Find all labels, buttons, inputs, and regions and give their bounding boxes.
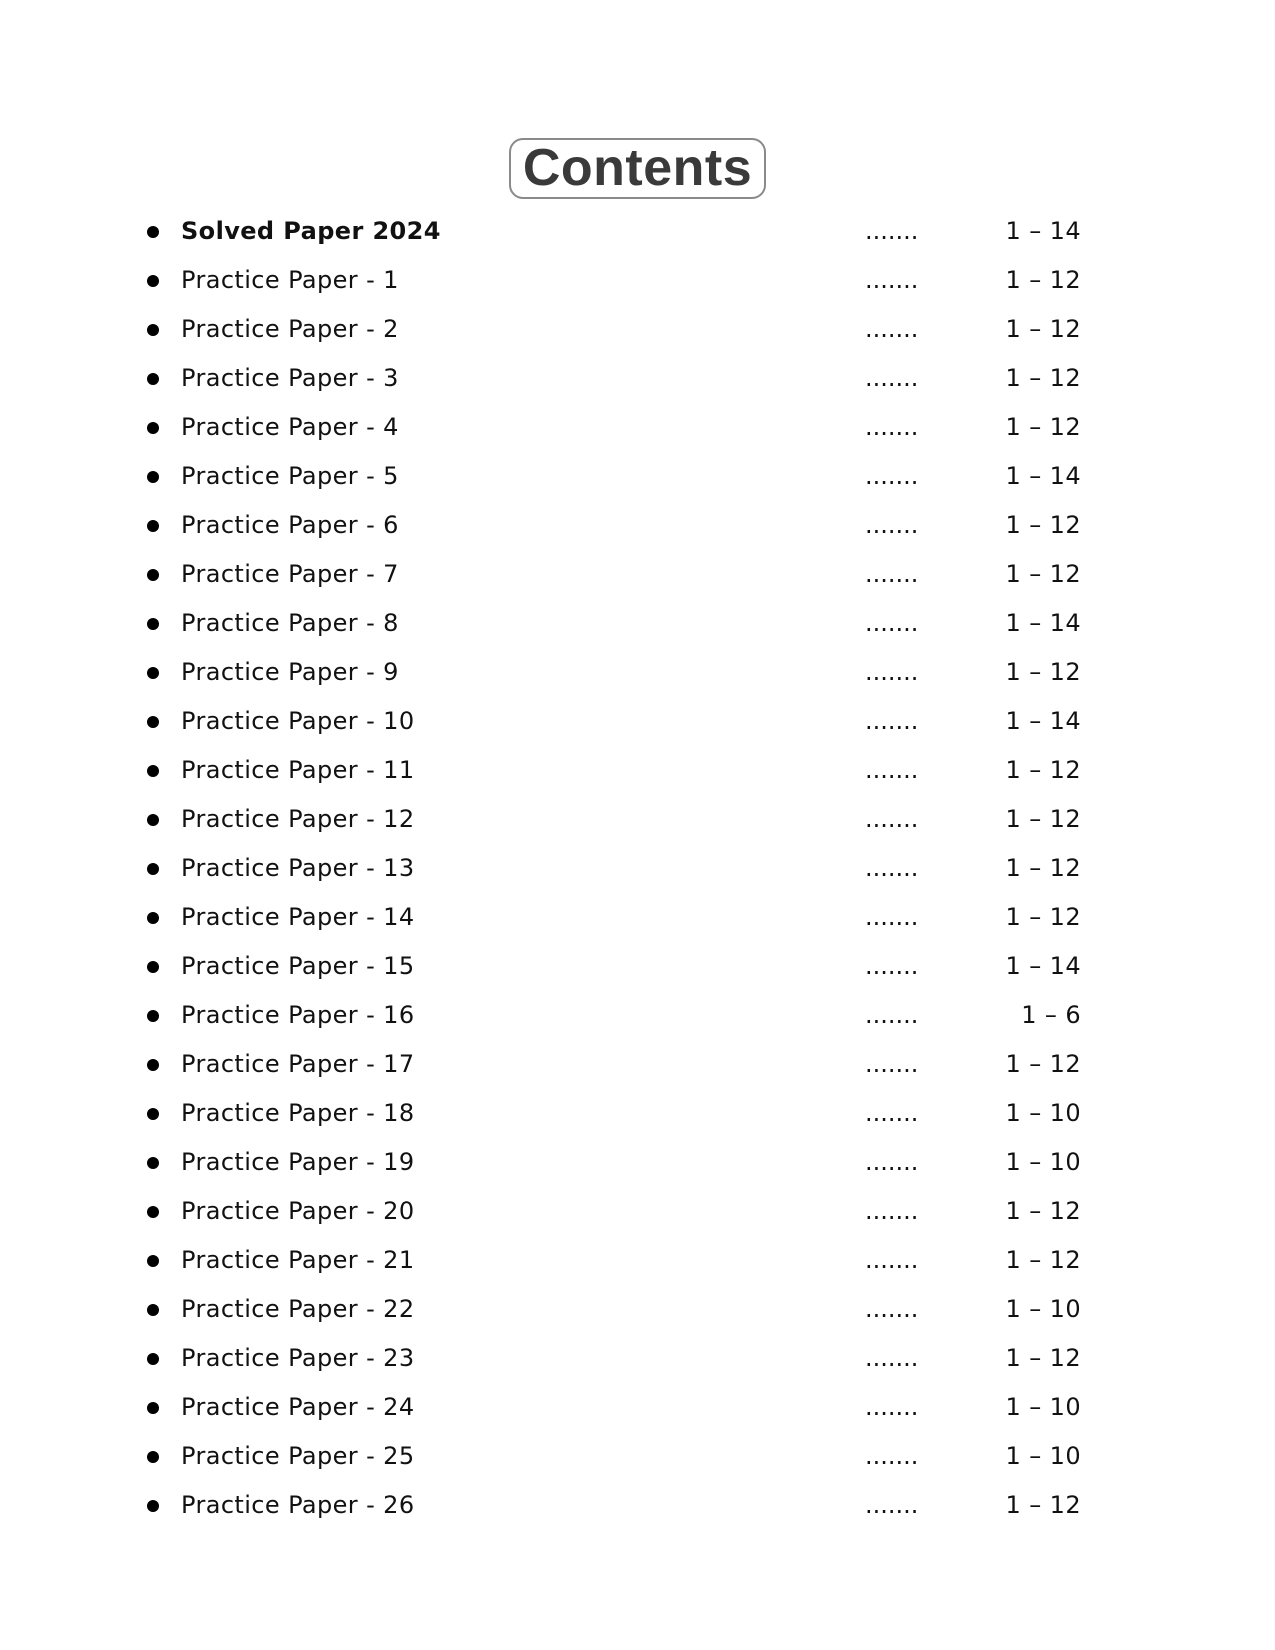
dot-leader: ....... xyxy=(865,1246,919,1274)
contents-entry xyxy=(0,1188,1275,1237)
bullet-icon xyxy=(147,373,159,385)
dot-leader: ....... xyxy=(865,364,919,392)
entry-title: Solved Paper 2024 xyxy=(181,217,441,245)
entry-title: Practice Paper - 19 xyxy=(181,1148,415,1176)
contents-entry xyxy=(0,796,1275,845)
bullet-icon xyxy=(147,520,159,532)
entry-title: Practice Paper - 22 xyxy=(181,1295,415,1323)
page-range: 1 – 10 xyxy=(1005,1295,1081,1323)
dot-leader: ....... xyxy=(865,854,919,882)
contents-entry xyxy=(0,1482,1275,1531)
page-range: 1 – 12 xyxy=(1005,756,1081,784)
bullet-icon xyxy=(147,716,159,728)
page-range: 1 – 12 xyxy=(1005,560,1081,588)
dot-leader: ....... xyxy=(865,217,919,245)
dot-leader: ....... xyxy=(865,1099,919,1127)
entry-title: Practice Paper - 16 xyxy=(181,1001,415,1029)
dot-leader: ....... xyxy=(865,560,919,588)
dot-leader: ....... xyxy=(865,462,919,490)
dot-leader: ....... xyxy=(865,707,919,735)
dot-leader: ....... xyxy=(865,315,919,343)
dot-leader: ....... xyxy=(865,1393,919,1421)
contents-entry xyxy=(0,453,1275,502)
entry-title: Practice Paper - 1 xyxy=(181,266,399,294)
page-range: 1 – 14 xyxy=(1005,462,1081,490)
page-range: 1 – 12 xyxy=(1005,658,1081,686)
contents-entry xyxy=(0,600,1275,649)
contents-entry xyxy=(0,894,1275,943)
contents-entry xyxy=(0,306,1275,355)
bullet-icon xyxy=(147,1059,159,1071)
contents-entry xyxy=(0,551,1275,600)
bullet-icon xyxy=(147,1304,159,1316)
dot-leader: ....... xyxy=(865,903,919,931)
bullet-icon xyxy=(147,569,159,581)
page-range: 1 – 12 xyxy=(1005,903,1081,931)
entry-title: Practice Paper - 11 xyxy=(181,756,415,784)
entry-title: Practice Paper - 2 xyxy=(181,315,399,343)
bullet-icon xyxy=(147,1451,159,1463)
page-range: 1 – 12 xyxy=(1005,511,1081,539)
dot-leader: ....... xyxy=(865,1295,919,1323)
page-range: 1 – 14 xyxy=(1005,217,1081,245)
dot-leader: ....... xyxy=(865,413,919,441)
entry-title: Practice Paper - 12 xyxy=(181,805,415,833)
page-range: 1 – 10 xyxy=(1005,1099,1081,1127)
contents-entry xyxy=(0,845,1275,894)
page-range: 1 – 12 xyxy=(1005,266,1081,294)
page-range: 1 – 12 xyxy=(1005,805,1081,833)
entry-title: Practice Paper - 15 xyxy=(181,952,415,980)
entry-title: Practice Paper - 4 xyxy=(181,413,399,441)
dot-leader: ....... xyxy=(865,1148,919,1176)
entry-title: Practice Paper - 26 xyxy=(181,1491,415,1519)
contents-entry xyxy=(0,747,1275,796)
contents-entry xyxy=(0,355,1275,404)
bullet-icon xyxy=(147,1402,159,1414)
dot-leader: ....... xyxy=(865,1442,919,1470)
contents-entry xyxy=(0,1237,1275,1286)
entry-title: Practice Paper - 21 xyxy=(181,1246,415,1274)
page-range: 1 – 14 xyxy=(1005,707,1081,735)
page-range: 1 – 12 xyxy=(1005,1050,1081,1078)
bullet-icon xyxy=(147,618,159,630)
bullet-icon xyxy=(147,961,159,973)
page-range: 1 – 12 xyxy=(1005,854,1081,882)
contents-entry xyxy=(0,943,1275,992)
contents-entry xyxy=(0,1139,1275,1188)
contents-entry xyxy=(0,502,1275,551)
bullet-icon xyxy=(147,1010,159,1022)
bullet-icon xyxy=(147,1255,159,1267)
bullet-icon xyxy=(147,863,159,875)
dot-leader: ....... xyxy=(865,1491,919,1519)
entry-title: Practice Paper - 18 xyxy=(181,1099,415,1127)
bullet-icon xyxy=(147,324,159,336)
entry-title: Practice Paper - 23 xyxy=(181,1344,415,1372)
dot-leader: ....... xyxy=(865,1197,919,1225)
entry-title: Practice Paper - 10 xyxy=(181,707,415,735)
entry-title: Practice Paper - 8 xyxy=(181,609,399,637)
contents-entry xyxy=(0,1433,1275,1482)
page-range: 1 – 10 xyxy=(1005,1148,1081,1176)
entry-title: Practice Paper - 17 xyxy=(181,1050,415,1078)
dot-leader: ....... xyxy=(865,952,919,980)
contents-entry xyxy=(0,208,1275,257)
bullet-icon xyxy=(147,1108,159,1120)
page-range: 1 – 12 xyxy=(1005,1344,1081,1372)
dot-leader: ....... xyxy=(865,1001,919,1029)
bullet-icon xyxy=(147,422,159,434)
bullet-icon xyxy=(147,275,159,287)
contents-entry xyxy=(0,649,1275,698)
dot-leader: ....... xyxy=(865,266,919,294)
contents-entry xyxy=(0,1335,1275,1384)
bullet-icon xyxy=(147,1157,159,1169)
bullet-icon xyxy=(147,1206,159,1218)
bullet-icon xyxy=(147,1353,159,1365)
entry-title: Practice Paper - 3 xyxy=(181,364,399,392)
contents-entry xyxy=(0,404,1275,453)
bullet-icon xyxy=(147,471,159,483)
dot-leader: ....... xyxy=(865,1050,919,1078)
entry-title: Practice Paper - 9 xyxy=(181,658,399,686)
page-range: 1 – 6 xyxy=(1021,1001,1081,1029)
page-range: 1 – 12 xyxy=(1005,1197,1081,1225)
dot-leader: ....... xyxy=(865,805,919,833)
page-range: 1 – 12 xyxy=(1005,413,1081,441)
dot-leader: ....... xyxy=(865,1344,919,1372)
bullet-icon xyxy=(147,226,159,238)
page-range: 1 – 12 xyxy=(1005,315,1081,343)
contents-entry xyxy=(0,698,1275,747)
entry-title: Practice Paper - 7 xyxy=(181,560,399,588)
page-range: 1 – 14 xyxy=(1005,609,1081,637)
contents-entry xyxy=(0,1286,1275,1335)
contents-entry xyxy=(0,257,1275,306)
dot-leader: ....... xyxy=(865,511,919,539)
contents-entry xyxy=(0,1090,1275,1139)
contents-entry xyxy=(0,1041,1275,1090)
entry-title: Practice Paper - 13 xyxy=(181,854,415,882)
dot-leader: ....... xyxy=(865,609,919,637)
page-range: 1 – 14 xyxy=(1005,952,1081,980)
entry-title: Practice Paper - 25 xyxy=(181,1442,415,1470)
contents-entry xyxy=(0,1384,1275,1433)
heading-container xyxy=(0,138,1275,199)
entry-title: Practice Paper - 5 xyxy=(181,462,399,490)
entry-title: Practice Paper - 6 xyxy=(181,511,399,539)
contents-list xyxy=(0,208,1275,1531)
bullet-icon xyxy=(147,667,159,679)
page-title: Contents xyxy=(509,138,766,199)
bullet-icon xyxy=(147,814,159,826)
bullet-icon xyxy=(147,765,159,777)
dot-leader: ....... xyxy=(865,756,919,784)
entry-title: Practice Paper - 20 xyxy=(181,1197,415,1225)
page-range: 1 – 12 xyxy=(1005,364,1081,392)
bullet-icon xyxy=(147,912,159,924)
page-range: 1 – 10 xyxy=(1005,1393,1081,1421)
bullet-icon xyxy=(147,1500,159,1512)
page-range: 1 – 10 xyxy=(1005,1442,1081,1470)
dot-leader: ....... xyxy=(865,658,919,686)
page-range: 1 – 12 xyxy=(1005,1491,1081,1519)
entry-title: Practice Paper - 24 xyxy=(181,1393,415,1421)
entry-title: Practice Paper - 14 xyxy=(181,903,415,931)
contents-entry xyxy=(0,992,1275,1041)
page-range: 1 – 12 xyxy=(1005,1246,1081,1274)
